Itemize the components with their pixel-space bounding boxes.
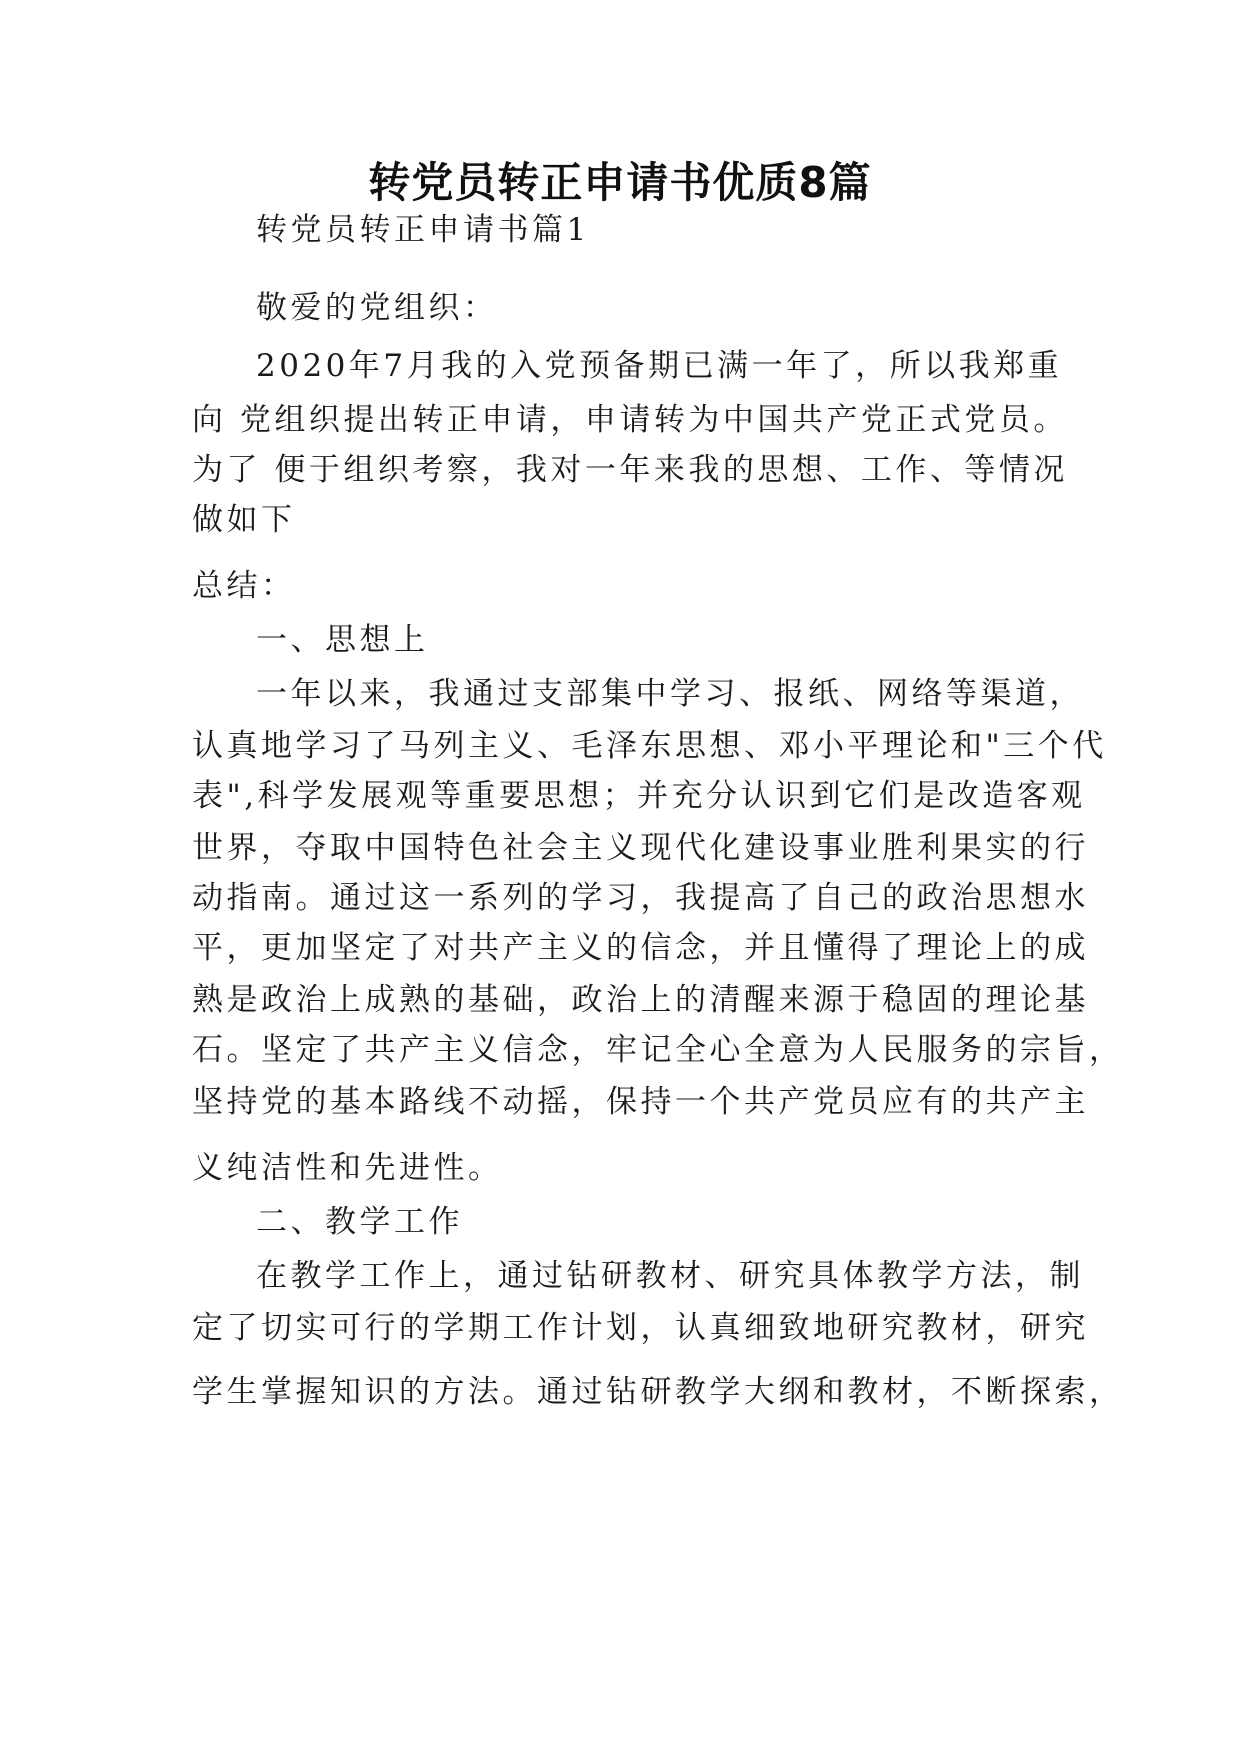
paragraph-line: 平，更加坚定了对共产主义的信念，并且懂得了理论上的成 bbox=[192, 930, 1089, 966]
paragraph-line: 表",科学发展观等重要思想；并充分认识到它们是改造客观 bbox=[192, 778, 1086, 814]
paragraph-line: 坚持党的基本路线不动摇，保持一个共产党员应有的共产主 bbox=[192, 1084, 1089, 1120]
section-heading-1: 转党员转正申请书篇1 bbox=[256, 212, 590, 248]
paragraph-line: 向 党组织提出转正申请，申请转为中国共产党正式党员。 bbox=[192, 402, 1068, 438]
paragraph-line: 在教学工作上，通过钻研教材、研究具体教学方法，制 bbox=[256, 1258, 1084, 1294]
paragraph-line: 2020年7月我的入党预备期已满一年了，所以我郑重 bbox=[256, 348, 1063, 384]
paragraph-line: 一年以来，我通过支部集中学习、报纸、网络等渠道， bbox=[256, 676, 1084, 712]
section-heading: 二、教学工作 bbox=[256, 1204, 463, 1240]
paragraph-line: 总结： bbox=[192, 568, 296, 604]
salutation: 敬爱的党组织： bbox=[256, 290, 498, 326]
paragraph-line: 义纯洁性和先进性。 bbox=[192, 1150, 503, 1186]
paragraph-line: 熟是政治上成熟的基础，政治上的清醒来源于稳固的理论基 bbox=[192, 982, 1089, 1018]
paragraph-line: 学生掌握知识的方法。通过钻研教学大纲和教材，不断探索， bbox=[192, 1374, 1124, 1410]
document-title: 转党员转正申请书优质8篇 bbox=[368, 158, 872, 207]
paragraph-line: 定了切实可行的学期工作计划，认真细致地研究教材，研究 bbox=[192, 1310, 1089, 1346]
paragraph-line: 石。坚定了共产主义信念，牢记全心全意为人民服务的宗旨， bbox=[192, 1032, 1124, 1068]
paragraph-line: 为了 便于组织考察，我对一年来我的思想、工作、等情况 bbox=[192, 452, 1068, 488]
paragraph-line: 做如下 bbox=[192, 502, 296, 538]
paragraph-line: 动指南。通过这一系列的学习，我提高了自己的政治思想水 bbox=[192, 880, 1089, 916]
paragraph-line: 认真地学习了马列主义、毛泽东思想、邓小平理论和"三个代 bbox=[192, 728, 1107, 764]
section-heading: 一、思想上 bbox=[256, 622, 429, 658]
paragraph-line: 世界，夺取中国特色社会主义现代化建设事业胜利果实的行 bbox=[192, 830, 1089, 866]
